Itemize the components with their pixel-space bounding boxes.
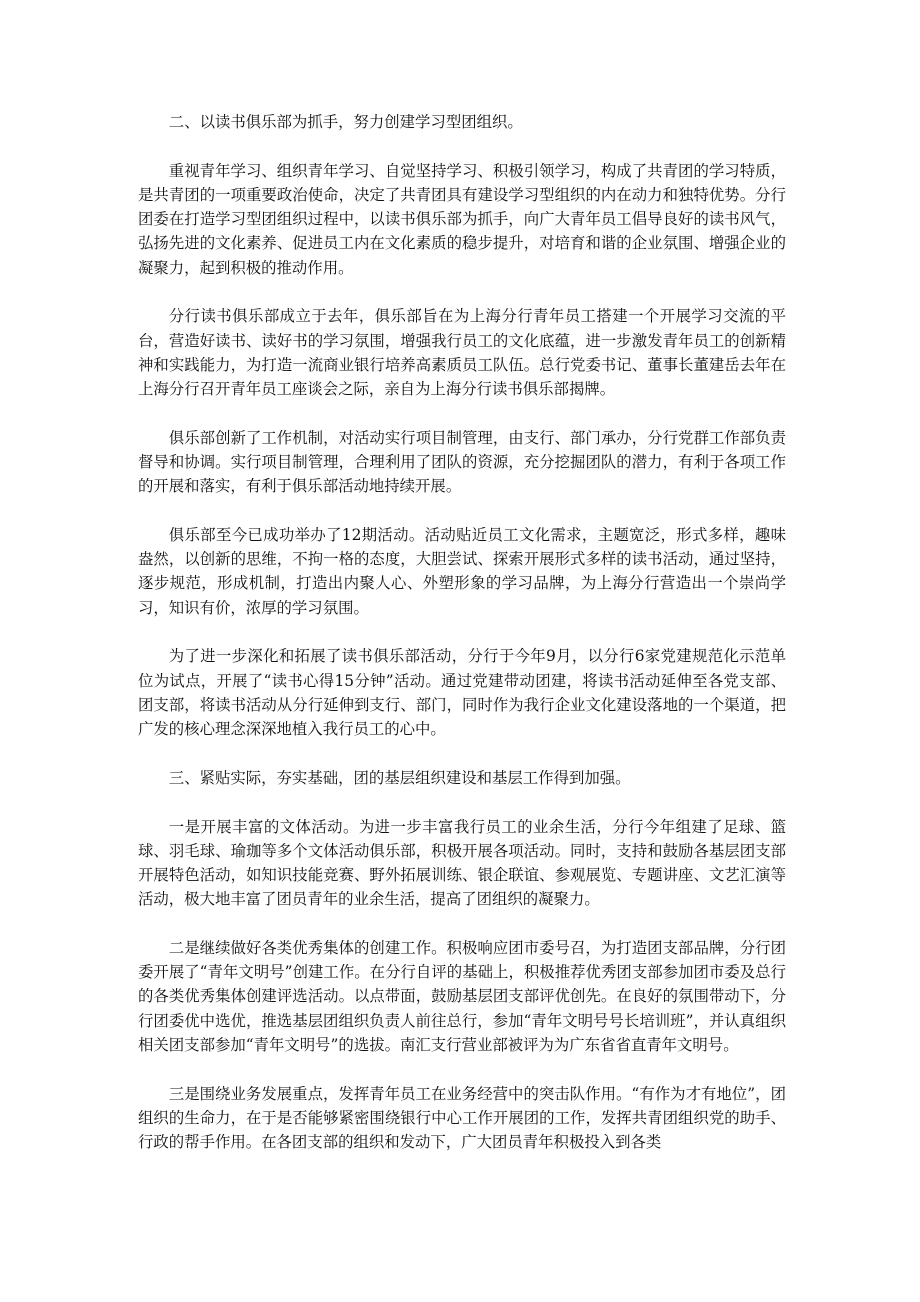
paragraph: 重视青年学习、组织青年学习、自觉坚持学习、积极引领学习，构成了共青团的学习特质，是共青团的一项重要政治使命，决定了共青团具有建设学习型组织的内在动力和独特优势。分行团委在打造学习型团组织过程中，以读书俱乐部为抓手，向广大青年员工倡导良好的读书风气，弘扬先进的文化素养、促进员工内在文化素质的稳步提升，对培育和谐的企业氛围、增强企业的凝聚力，起到积极的推动作用。 (138, 161, 786, 277)
paragraph: 俱乐部创新了工作机制，对活动实行项目制管理，由支行、部门承办，分行党群工作部负责督导和协调。实行项目制管理，合理利用了团队的资源，充分挖掘团队的潜力，有利于各项工作的开展和落实，有利于俱乐部活动地持续开展。 (138, 428, 786, 496)
paragraph: 二是继续做好各类优秀集体的创建工作。积极响应团市委号召，为打造团支部品牌，分行团委开展了“青年文明号”创建工作。在分行自评的基础上，积极推荐优秀团支部参加团市委及总行的各类优秀集体创建评选活动。以点带面，鼓励基层团支部评优创先。在良好的氛围带动下，分行团委优中选优，推选基层团组织负责人前往总行，参加“青年文明号号长培训班”，并认真组织相关团支部参加“青年文明号”的选拔。南汇支行营业部被评为为广东省省直青年文明号。 (138, 939, 786, 1054)
document-page (138, 110, 786, 1179)
paragraph: 一是开展丰富的文体活动。为进一步丰富我行员工的业余生活，分行今年组建了足球、篮球、羽毛球、瑜珈等多个文体活动俱乐部，积极开展各项活动。同时，支持和鼓励各基层团支部开展特色活动，如知识技能竞赛、野外拓展训练、银企联谊、参观展览、专题讲座、文艺汇演等活动，极大地丰富了团员青年的业余生活，提高了团组织的凝聚力。 (138, 817, 786, 909)
section-heading-2: 二、以读书俱乐部为抓手，努力创建学习型团组织。 (168, 113, 523, 131)
paragraph: 为了进一步深化和拓展了读书俱乐部活动，分行于今年9月，以分行6家党建规范化示范单位为试点，开展了“读书心得15分钟”活动。通过党建带动团建，将读书活动延伸至各党支部、团支部，将读书活动从分行延伸到支行、部门，同时作为我行企业文化建设落地的一个渠道，把广发的核心理念深深地植入我行员工的心中。 (138, 647, 786, 739)
paragraph: 俱乐部至今已成功举办了12期活动。活动贴近员工文化需求，主题宽泛，形式多样，趣味盎然，以创新的思维，不拘一格的态度，大胆尝试、探索开展形式多样的读书活动，通过坚持，逐步规范，形成机制，打造出内聚人心、外塑形象的学习品牌，为上海分行营造出一个崇尚学习，知识有价，浓厚的学习氛围。 (138, 526, 786, 617)
paragraph: 分行读书俱乐部成立于去年，俱乐部旨在为上海分行青年员工搭建一个开展学习交流的平台，营造好读书、读好书的学习氛围，增强我行员工的文化底蕴，进一步激发青年员工的创新精神和实践能力，为打造一流商业银行培养高素质员工队伍。总行党委书记、董事长董建岳去年在上海分行召开青年员工座谈会之际，亲自为上海分行读书俱乐部揭牌。 (138, 307, 786, 399)
paragraph: 三是围绕业务发展重点，发挥青年员工在业务经营中的突击队作用。“有作为才有地位”，团组织的生命力，在于是否能够紧密围绕银行中心工作开展团的工作，发挥共青团组织党的助手、行政的帮手作用。在各团支部的组织和发动下，广大团员青年积极投入到各类 (138, 1084, 786, 1152)
section-heading-3: 三、紧贴实际，夯实基础，团的基层组织建设和基层工作得到加强。 (168, 768, 631, 787)
